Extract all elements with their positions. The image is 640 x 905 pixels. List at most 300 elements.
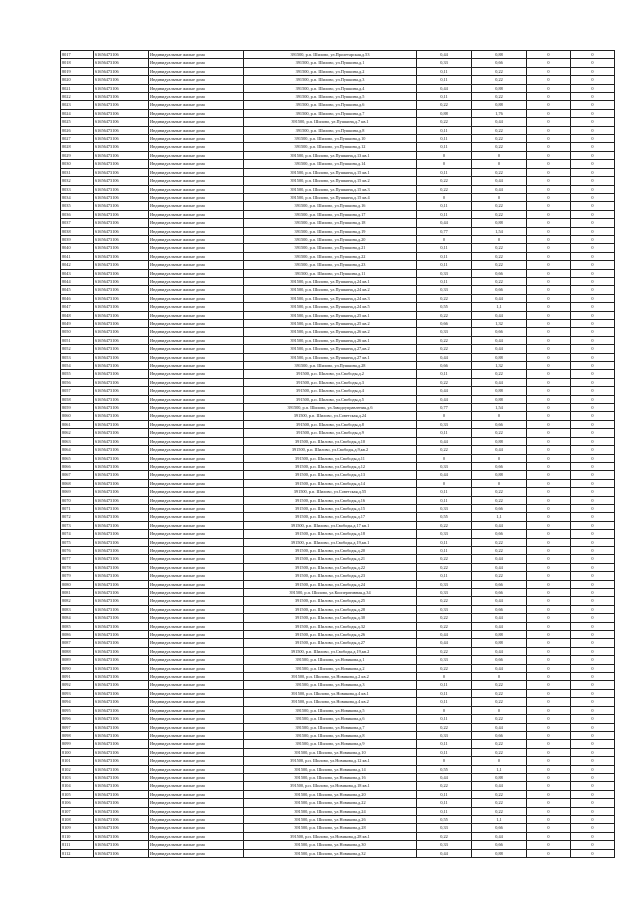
cell-row-number: 8107 <box>61 807 94 815</box>
cell-value-4: 0 <box>571 538 615 546</box>
cell-value-3: 0 <box>527 488 571 496</box>
cell-value-3: 0 <box>527 227 571 235</box>
cell-value-2: 0,88 <box>472 395 527 403</box>
cell-value-4: 0 <box>571 210 615 218</box>
cell-value-3: 0 <box>527 546 571 554</box>
cell-object-type: Индивидуальные жилые дома <box>149 362 244 370</box>
cell-oktmo-code: 61656473106 <box>94 715 149 723</box>
cell-row-number: 8098 <box>61 731 94 739</box>
cell-value-3: 0 <box>527 849 571 857</box>
table-row <box>61 277 615 285</box>
cell-value-2: 0 <box>472 454 527 462</box>
cell-value-3: 0 <box>527 513 571 521</box>
cell-object-type: Индивидуальные жилые дома <box>149 790 244 798</box>
cell-value-3: 0 <box>527 530 571 538</box>
cell-object-type: Индивидуальные жилые дома <box>149 76 244 84</box>
cell-value-2: 0,88 <box>472 639 527 647</box>
cell-oktmo-code: 61656473106 <box>94 101 149 109</box>
cell-value-2: 0,44 <box>472 378 527 386</box>
cell-row-number: 8092 <box>61 681 94 689</box>
cell-object-type: Индивидуальные жилые дома <box>149 395 244 403</box>
cell-address: 391500, р.п. Шилово, ул.Свободы,д.17 кв.1 <box>244 521 417 529</box>
cell-oktmo-code: 61656473106 <box>94 135 149 143</box>
table-row <box>61 387 615 395</box>
table-row <box>61 109 615 117</box>
cell-address: 391500, р.п. Шилово, ул.Пушкина,д.20 <box>244 235 417 243</box>
cell-address: 391500, р.п. Шилово, ул.Свободы,д.9,кв.2 <box>244 446 417 454</box>
table-row <box>61 227 615 235</box>
cell-value-1: 0,66 <box>417 320 472 328</box>
cell-row-number: 8049 <box>61 320 94 328</box>
cell-address: 391500, р.п. Шилово, ул.Пушкина,д.7 <box>244 109 417 117</box>
cell-oktmo-code: 61656473106 <box>94 530 149 538</box>
cell-value-4: 0 <box>571 504 615 512</box>
cell-oktmo-code: 61656473106 <box>94 437 149 445</box>
cell-value-3: 0 <box>527 294 571 302</box>
cell-address: 391500, р.п. Шилово, ул.Новикова,д.12 кв.1 <box>244 757 417 765</box>
cell-value-3: 0 <box>527 420 571 428</box>
cell-value-1: 0,77 <box>417 404 472 412</box>
cell-row-number: 8093 <box>61 689 94 697</box>
cell-value-3: 0 <box>527 471 571 479</box>
cell-row-number: 8033 <box>61 185 94 193</box>
cell-row-number: 8044 <box>61 277 94 285</box>
cell-value-1: 0,44 <box>417 437 472 445</box>
cell-value-2: 0,44 <box>472 345 527 353</box>
table-row <box>61 210 615 218</box>
cell-value-3: 0 <box>527 118 571 126</box>
cell-value-2: 0,44 <box>472 336 527 344</box>
table-row <box>61 151 615 159</box>
cell-value-1: 0,33 <box>417 530 472 538</box>
cell-oktmo-code: 61656473106 <box>94 546 149 554</box>
cell-value-2: 0,88 <box>472 387 527 395</box>
cell-value-1: 0,33 <box>417 656 472 664</box>
table-row <box>61 269 615 277</box>
cell-value-3: 0 <box>527 370 571 378</box>
cell-oktmo-code: 61656473106 <box>94 589 149 597</box>
cell-address: 391500, р.п. Шилово, ул.Новикова,д.24 <box>244 807 417 815</box>
cell-object-type: Индивидуальные жилые дома <box>149 135 244 143</box>
cell-object-type: Индивидуальные жилые дома <box>149 546 244 554</box>
cell-object-type: Индивидуальные жилые дома <box>149 303 244 311</box>
cell-value-1: 0,22 <box>417 614 472 622</box>
cell-address: 391500, р.п. Шилово, ул.Пушкина,д.25 кв.2 <box>244 320 417 328</box>
cell-value-4: 0 <box>571 328 615 336</box>
cell-row-number: 8025 <box>61 118 94 126</box>
cell-row-number: 8023 <box>61 101 94 109</box>
table-row <box>61 454 615 462</box>
cell-row-number: 8110 <box>61 832 94 840</box>
cell-value-4: 0 <box>571 740 615 748</box>
cell-value-3: 0 <box>527 639 571 647</box>
cell-value-3: 0 <box>527 269 571 277</box>
cell-oktmo-code: 61656473106 <box>94 446 149 454</box>
cell-oktmo-code: 61656473106 <box>94 639 149 647</box>
cell-address: 391500, р.п. Шилово, ул.Новикова,д.30 <box>244 841 417 849</box>
cell-value-4: 0 <box>571 446 615 454</box>
cell-value-1: 0,11 <box>417 93 472 101</box>
cell-oktmo-code: 61656473106 <box>94 412 149 420</box>
cell-value-4: 0 <box>571 807 615 815</box>
table-row <box>61 67 615 75</box>
cell-object-type: Индивидуальные жилые дома <box>149 580 244 588</box>
cell-address: 391500, р.п. Шилово, ул.Свободы,д.3 <box>244 378 417 386</box>
cell-address: 391500, р.п. Шилово, ул.Свободы,д.21 <box>244 555 417 563</box>
cell-object-type: Индивидуальные жилые дома <box>149 471 244 479</box>
cell-address: 391500, р.п. Шилово, ул.Новикова,д.4 кв.2 <box>244 698 417 706</box>
cell-value-2: 1,32 <box>472 362 527 370</box>
cell-oktmo-code: 61656473106 <box>94 681 149 689</box>
cell-value-3: 0 <box>527 815 571 823</box>
cell-value-3: 0 <box>527 277 571 285</box>
cell-value-2: 1,1 <box>472 513 527 521</box>
cell-value-2: 0,66 <box>472 286 527 294</box>
cell-value-4: 0 <box>571 673 615 681</box>
cell-object-type: Индивидуальные жилые дома <box>149 488 244 496</box>
cell-row-number: 8091 <box>61 673 94 681</box>
cell-value-2: 1,54 <box>472 404 527 412</box>
cell-row-number: 8076 <box>61 546 94 554</box>
cell-address: 391500, р.п. Шилово, ул.Свободы,д.18 <box>244 530 417 538</box>
cell-row-number: 8021 <box>61 84 94 92</box>
cell-row-number: 8019 <box>61 67 94 75</box>
cell-value-4: 0 <box>571 143 615 151</box>
cell-oktmo-code: 61656473106 <box>94 488 149 496</box>
table-row <box>61 689 615 697</box>
cell-object-type: Индивидуальные жилые дома <box>149 496 244 504</box>
cell-value-2: 0,88 <box>472 773 527 781</box>
cell-oktmo-code: 61656473106 <box>94 841 149 849</box>
cell-value-1: 0,11 <box>417 244 472 252</box>
cell-value-3: 0 <box>527 404 571 412</box>
cell-row-number: 8047 <box>61 303 94 311</box>
cell-value-4: 0 <box>571 664 615 672</box>
cell-value-4: 0 <box>571 177 615 185</box>
cell-oktmo-code: 61656473106 <box>94 59 149 67</box>
cell-value-1: 0,11 <box>417 698 472 706</box>
cell-value-2: 0,22 <box>472 261 527 269</box>
cell-value-1: 0,33 <box>417 589 472 597</box>
table-row <box>61 723 615 731</box>
cell-value-1: 0,11 <box>417 572 472 580</box>
cell-value-1: 0 <box>417 706 472 714</box>
cell-row-number: 8068 <box>61 479 94 487</box>
cell-value-3: 0 <box>527 387 571 395</box>
cell-address: 391500, р.п. Шилово, ул.Заводоуправления,д.6 <box>244 404 417 412</box>
cell-row-number: 8029 <box>61 151 94 159</box>
cell-address: 391500, р.п. Шилово, ул.Пушкина,д.11 <box>244 269 417 277</box>
cell-value-1: 0,66 <box>417 362 472 370</box>
cell-oktmo-code: 61656473106 <box>94 109 149 117</box>
cell-value-4: 0 <box>571 353 615 361</box>
cell-address: 391500, р.п. Шилово, ул.Пушкина,д.14 <box>244 160 417 168</box>
cell-value-2: 0,22 <box>472 126 527 134</box>
cell-row-number: 8084 <box>61 614 94 622</box>
cell-address: 391500, р.п. Шилово, ул.Новикова,д.28 <box>244 824 417 832</box>
cell-oktmo-code: 61656473106 <box>94 67 149 75</box>
cell-object-type: Индивидуальные жилые дома <box>149 639 244 647</box>
table-row <box>61 563 615 571</box>
cell-value-2: 0 <box>472 479 527 487</box>
cell-value-1: 0 <box>417 193 472 201</box>
cell-value-4: 0 <box>571 345 615 353</box>
cell-oktmo-code: 61656473106 <box>94 563 149 571</box>
cell-address: 391500, р.п. Шилово, ул.Свободы,д.24 <box>244 580 417 588</box>
cell-value-3: 0 <box>527 731 571 739</box>
cell-address: 391500, р.п. Шилово, ул.Пушкина,д.24 кв.1 <box>244 277 417 285</box>
cell-address: 391500, р.п. Шилово, ул.Новикова,д.20 <box>244 790 417 798</box>
cell-object-type: Индивидуальные жилые дома <box>149 336 244 344</box>
cell-value-2: 0,66 <box>472 824 527 832</box>
table-row <box>61 429 615 437</box>
cell-row-number: 8074 <box>61 530 94 538</box>
cell-value-3: 0 <box>527 311 571 319</box>
cell-value-1: 0,11 <box>417 135 472 143</box>
cell-address: 391500, р.п. Шилово, ул.Новикова,д.9 <box>244 740 417 748</box>
cell-row-number: 8066 <box>61 462 94 470</box>
cell-value-3: 0 <box>527 412 571 420</box>
cell-value-1: 0,22 <box>417 723 472 731</box>
table-row <box>61 76 615 84</box>
cell-value-2: 0,22 <box>472 572 527 580</box>
cell-value-2: 0,66 <box>472 731 527 739</box>
cell-value-4: 0 <box>571 631 615 639</box>
cell-object-type: Индивидуальные жилые дома <box>149 622 244 630</box>
cell-value-3: 0 <box>527 597 571 605</box>
cell-object-type: Индивидуальные жилые дома <box>149 841 244 849</box>
cell-address: 391500, р.п. Шилово, ул.Пушкина,д.12 <box>244 143 417 151</box>
cell-value-3: 0 <box>527 614 571 622</box>
cell-value-1: 0,33 <box>417 580 472 588</box>
cell-oktmo-code: 61656473106 <box>94 261 149 269</box>
cell-value-1: 0,22 <box>417 101 472 109</box>
cell-row-number: 8104 <box>61 782 94 790</box>
cell-address: 391500, р.п. Шилово, ул.Свободы,д.32 <box>244 622 417 630</box>
table-row <box>61 589 615 597</box>
cell-value-2: 0 <box>472 706 527 714</box>
cell-oktmo-code: 61656473106 <box>94 395 149 403</box>
cell-value-4: 0 <box>571 286 615 294</box>
cell-value-3: 0 <box>527 773 571 781</box>
table-row <box>61 353 615 361</box>
cell-row-number: 8050 <box>61 328 94 336</box>
cell-oktmo-code: 61656473106 <box>94 799 149 807</box>
cell-oktmo-code: 61656473106 <box>94 235 149 243</box>
cell-value-3: 0 <box>527 59 571 67</box>
cell-value-1: 0,11 <box>417 370 472 378</box>
cell-row-number: 8055 <box>61 370 94 378</box>
cell-value-1: 0,44 <box>417 849 472 857</box>
table-row <box>61 311 615 319</box>
cell-value-1: 0,33 <box>417 420 472 428</box>
cell-value-4: 0 <box>571 261 615 269</box>
cell-address: 391500, р.п. Шилово, ул.Новикова,д.2 <box>244 664 417 672</box>
cell-row-number: 8051 <box>61 336 94 344</box>
cell-value-1: 0,11 <box>417 126 472 134</box>
table-row <box>61 320 615 328</box>
cell-value-3: 0 <box>527 622 571 630</box>
cell-row-number: 8069 <box>61 488 94 496</box>
cell-object-type: Индивидуальные жилые дома <box>149 757 244 765</box>
cell-value-3: 0 <box>527 303 571 311</box>
cell-value-2: 0,88 <box>472 849 527 857</box>
cell-value-2: 0,66 <box>472 589 527 597</box>
cell-value-3: 0 <box>527 84 571 92</box>
cell-oktmo-code: 61656473106 <box>94 219 149 227</box>
cell-value-4: 0 <box>571 748 615 756</box>
cell-value-4: 0 <box>571 462 615 470</box>
cell-value-2: 0,22 <box>472 67 527 75</box>
cell-object-type: Индивидуальные жилые дома <box>149 51 244 59</box>
cell-object-type: Индивидуальные жилые дома <box>149 513 244 521</box>
cell-value-3: 0 <box>527 664 571 672</box>
cell-object-type: Индивидуальные жилые дома <box>149 227 244 235</box>
cell-object-type: Индивидуальные жилые дома <box>149 782 244 790</box>
cell-value-1: 0,11 <box>417 429 472 437</box>
cell-value-1: 0 <box>417 235 472 243</box>
cell-object-type: Индивидуальные жилые дома <box>149 689 244 697</box>
cell-value-4: 0 <box>571 294 615 302</box>
cell-row-number: 8097 <box>61 723 94 731</box>
cell-value-2: 0,88 <box>472 101 527 109</box>
cell-address: 391500, р.п. Шилово, ул.Свободы,д.19,кв.1 <box>244 538 417 546</box>
cell-row-number: 8045 <box>61 286 94 294</box>
cell-address: 391500, р.п. Шилово, ул.Свободы,д.13 <box>244 471 417 479</box>
cell-value-3: 0 <box>527 446 571 454</box>
cell-value-2: 0,88 <box>472 631 527 639</box>
cell-value-2: 1,76 <box>472 109 527 117</box>
cell-object-type: Индивидуальные жилые дома <box>149 320 244 328</box>
cell-value-4: 0 <box>571 731 615 739</box>
cell-value-1: 0,11 <box>417 67 472 75</box>
cell-oktmo-code: 61656473106 <box>94 731 149 739</box>
cell-row-number: 8082 <box>61 597 94 605</box>
cell-value-1: 0,33 <box>417 605 472 613</box>
cell-oktmo-code: 61656473106 <box>94 168 149 176</box>
cell-oktmo-code: 61656473106 <box>94 849 149 857</box>
cell-oktmo-code: 61656473106 <box>94 807 149 815</box>
cell-oktmo-code: 61656473106 <box>94 706 149 714</box>
cell-row-number: 8062 <box>61 429 94 437</box>
cell-object-type: Индивидуальные жилые дома <box>149 244 244 252</box>
cell-value-1: 0,33 <box>417 504 472 512</box>
cell-value-2: 0,22 <box>472 135 527 143</box>
cell-address: 391500, р.п. Шилово, ул.Свободы,д.9 <box>244 429 417 437</box>
cell-value-4: 0 <box>571 546 615 554</box>
cell-value-1: 0,33 <box>417 269 472 277</box>
cell-value-2: 1,54 <box>472 227 527 235</box>
cell-oktmo-code: 61656473106 <box>94 614 149 622</box>
cell-oktmo-code: 61656473106 <box>94 185 149 193</box>
table-row <box>61 656 615 664</box>
cell-address: 391500, р.п. Шилово, ул.Пушкина,д.10 <box>244 135 417 143</box>
cell-oktmo-code: 61656473106 <box>94 378 149 386</box>
cell-value-1: 0,33 <box>417 59 472 67</box>
cell-value-2: 0,88 <box>472 219 527 227</box>
cell-value-3: 0 <box>527 824 571 832</box>
cell-row-number: 8094 <box>61 698 94 706</box>
table-row <box>61 773 615 781</box>
cell-object-type: Индивидуальные жилые дома <box>149 563 244 571</box>
cell-address: 391500, р.п. Шилово, ул.Пушкина,д.13 кв.1 <box>244 151 417 159</box>
cell-value-2: 0,22 <box>472 715 527 723</box>
cell-value-1: 0,22 <box>417 177 472 185</box>
cell-value-1: 0,22 <box>417 555 472 563</box>
cell-address: 391500, р.п. Шилово, ул.Свободы,д.30 <box>244 614 417 622</box>
table-row <box>61 235 615 243</box>
cell-address: 391500, р.п. Шилово, ул.Пушкина,д.25 кв.1 <box>244 311 417 319</box>
cell-address: 391500, р.п. Шилово, ул.Новикова,д.14 <box>244 765 417 773</box>
cell-object-type: Индивидуальные жилые дома <box>149 412 244 420</box>
cell-value-3: 0 <box>527 656 571 664</box>
cell-oktmo-code: 61656473106 <box>94 496 149 504</box>
table-row <box>61 143 615 151</box>
cell-value-3: 0 <box>527 589 571 597</box>
cell-value-1: 0,11 <box>417 277 472 285</box>
cell-value-3: 0 <box>527 67 571 75</box>
cell-object-type: Индивидуальные жилые дома <box>149 261 244 269</box>
cell-value-3: 0 <box>527 437 571 445</box>
cell-address: 391500, р.п. Шилово, ул.Пушкина,д.8 <box>244 126 417 134</box>
cell-value-2: 0,22 <box>472 496 527 504</box>
cell-oktmo-code: 61656473106 <box>94 698 149 706</box>
cell-value-3: 0 <box>527 345 571 353</box>
cell-value-3: 0 <box>527 193 571 201</box>
table-row <box>61 51 615 59</box>
cell-row-number: 8080 <box>61 580 94 588</box>
cell-row-number: 8043 <box>61 269 94 277</box>
table-row <box>61 504 615 512</box>
cell-oktmo-code: 61656473106 <box>94 824 149 832</box>
cell-value-1: 0,55 <box>417 513 472 521</box>
cell-object-type: Индивидуальные жилые дома <box>149 773 244 781</box>
table-row <box>61 84 615 92</box>
cell-object-type: Индивидуальные жилые дома <box>149 93 244 101</box>
cell-oktmo-code: 61656473106 <box>94 454 149 462</box>
cell-row-number: 8040 <box>61 244 94 252</box>
cell-value-4: 0 <box>571 84 615 92</box>
cell-row-number: 8089 <box>61 656 94 664</box>
cell-oktmo-code: 61656473106 <box>94 631 149 639</box>
cell-object-type: Индивидуальные жилые дома <box>149 126 244 134</box>
cell-value-1: 0,44 <box>417 51 472 59</box>
cell-value-2: 0 <box>472 235 527 243</box>
table-row <box>61 824 615 832</box>
cell-value-1: 0,44 <box>417 219 472 227</box>
table-row <box>61 748 615 756</box>
cell-row-number: 8102 <box>61 765 94 773</box>
table-row <box>61 286 615 294</box>
cell-row-number: 8088 <box>61 647 94 655</box>
cell-row-number: 8018 <box>61 59 94 67</box>
table-row <box>61 731 615 739</box>
cell-value-4: 0 <box>571 135 615 143</box>
cell-value-2: 0,22 <box>472 807 527 815</box>
cell-value-2: 0,66 <box>472 841 527 849</box>
cell-oktmo-code: 61656473106 <box>94 723 149 731</box>
cell-value-4: 0 <box>571 765 615 773</box>
table-row <box>61 740 615 748</box>
table-row <box>61 782 615 790</box>
cell-value-4: 0 <box>571 563 615 571</box>
cell-oktmo-code: 61656473106 <box>94 782 149 790</box>
cell-address: 391500, р.п. Шилово, ул.Пушкина,д.19 <box>244 227 417 235</box>
cell-value-1: 0,11 <box>417 538 472 546</box>
cell-oktmo-code: 61656473106 <box>94 244 149 252</box>
cell-address: 391500, р.п. Шилово, ул.Свободы,д.28 <box>244 605 417 613</box>
cell-object-type: Индивидуальные жилые дома <box>149 740 244 748</box>
